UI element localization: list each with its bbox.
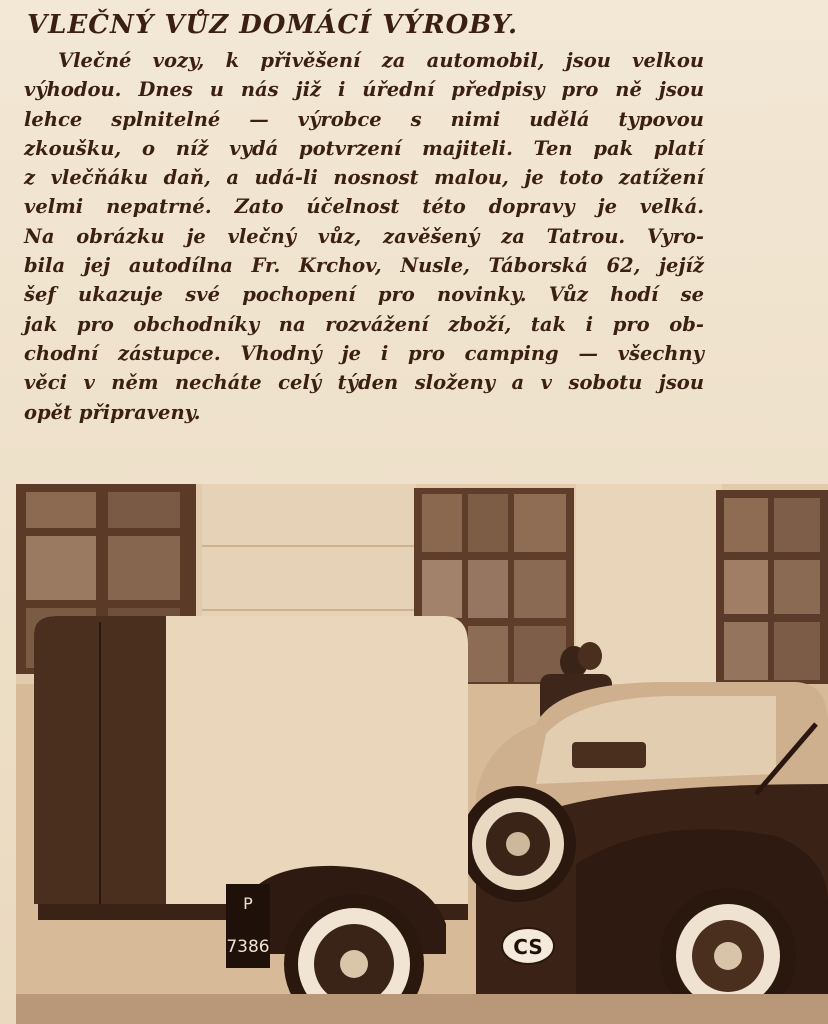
trailer-photo	[16, 484, 828, 1024]
article-line: šef ukazuje své pochopení pro novinky. Vůz hodí se	[24, 283, 704, 307]
article-line: zkoušku, o níž vydá potvrzení majiteli. Ten pak platí	[24, 136, 704, 160]
article-body	[24, 46, 704, 427]
article-line: Vlečné vozy, k přivěšení za automobil, jsou velkou	[58, 49, 704, 72]
article-line: Na obrázku je vlečný vůz, zavěšený za Tatrou. Vyro-	[24, 224, 704, 248]
country-badge-text: CS	[513, 935, 543, 959]
article-line: chodní zástupce. Vhodný je i pro camping — všechny	[24, 341, 704, 365]
article-title: VLEČNÝ VŮZ DOMÁCÍ VÝROBY.	[27, 10, 519, 40]
article-line: výhodou. Dnes u nás již i úřední předpisy pro ně jsou	[24, 78, 704, 102]
trailer-plate-letter: P	[243, 894, 253, 913]
article-line: velmi nepatrné. Zato účelnost této dopravy je velká.	[24, 195, 704, 219]
trailer-photo-illustration	[16, 484, 828, 1024]
article-line: z vlečňáku daň, a udá-li nosnost malou, je toto zatížení	[24, 166, 704, 190]
article-line: lehce splnitelné — výrobce s nimi udělá typovou	[24, 107, 704, 131]
article-line: opět připraveny.	[24, 400, 201, 424]
article-line: jak pro obchodníky na rozvážení zboží, tak i pro ob-	[24, 312, 704, 336]
article-line: bila jej autodílna Fr. Krchov, Nusle, Táborská 62, jejíž	[24, 254, 704, 278]
trailer-plate-number: 7386	[226, 937, 270, 957]
window-right	[716, 490, 828, 686]
article-line: věci v něm necháte celý týden složeny a v sobotu jsou	[24, 371, 704, 395]
